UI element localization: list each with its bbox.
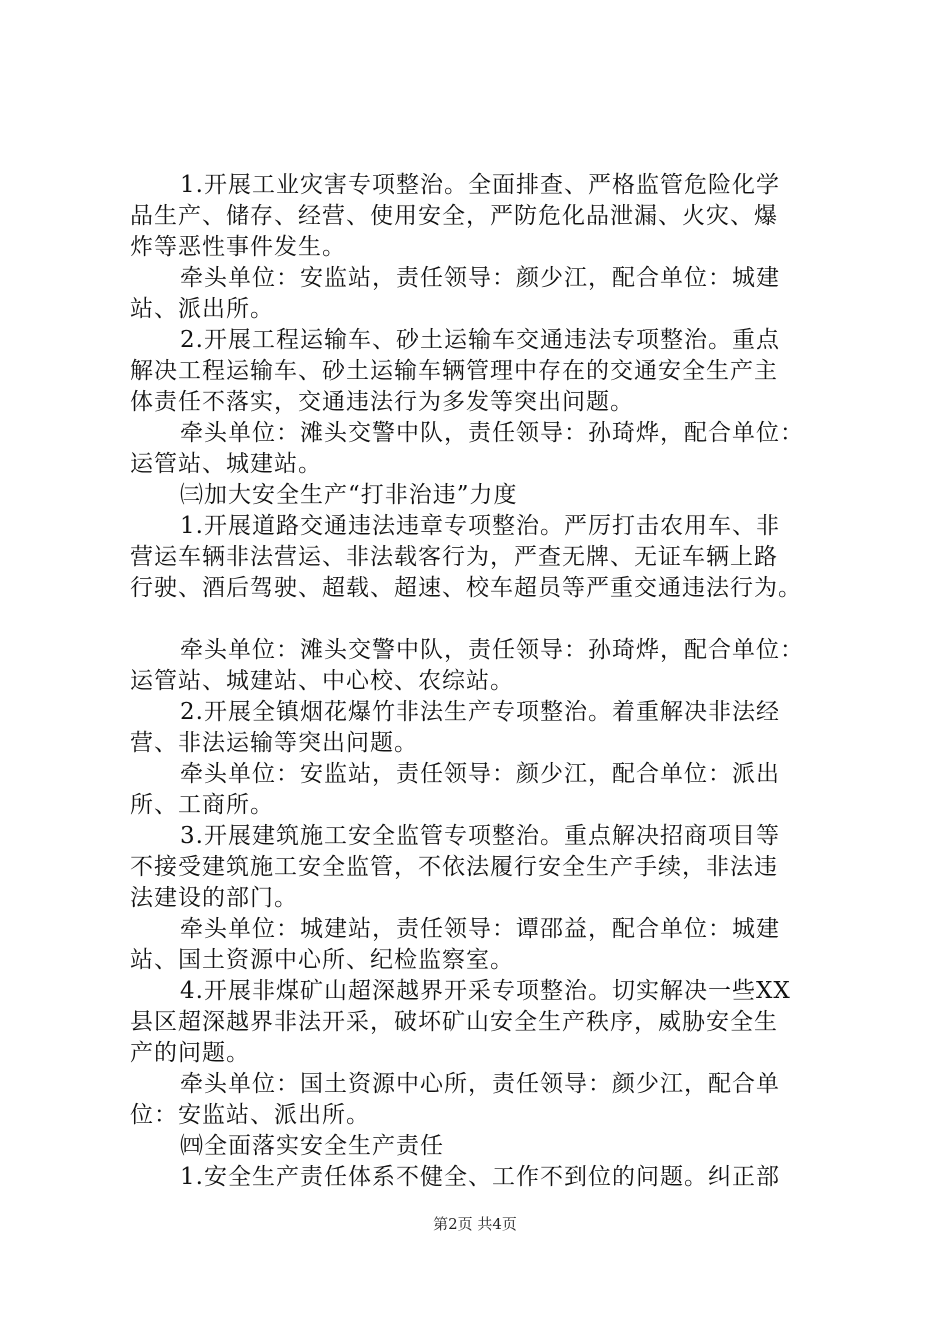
paragraph-line: 所、工商所。 <box>130 792 274 818</box>
paragraph-line: 不接受建筑施工安全监管，不依法履行安全生产手续，非法违 <box>130 854 778 880</box>
paragraph-line: 运管站、城建站、中心校、农综站。 <box>130 668 514 694</box>
paragraph-line: 解决工程运输车、砂土运输车辆管理中存在的交通安全生产主 <box>130 358 778 384</box>
paragraph-line: 位：安监站、派出所。 <box>130 1102 370 1128</box>
paragraph-line: 站、国土资源中心所、纪检监察室。 <box>130 947 514 973</box>
paragraph-line: 2.开展工程运输车、砂土运输车交通违法专项整治。重点 <box>180 327 780 353</box>
section-heading: ㈣全面落实安全生产责任 <box>180 1133 444 1159</box>
paragraph-line: 牵头单位：安监站，责任领导：颜少江，配合单位：城建 <box>180 265 780 291</box>
paragraph-line: 体责任不落实，交通违法行为多发等突出问题。 <box>130 389 634 415</box>
paragraph-line: 3.开展建筑施工安全监管专项整治。重点解决招商项目等 <box>180 823 780 849</box>
paragraph-line: 行驶、酒后驾驶、超载、超速、校车超员等严重交通违法行为。 <box>130 575 802 601</box>
paragraph-line: 牵头单位：滩头交警中队，责任领导：孙琦烨，配合单位： <box>180 420 804 446</box>
paragraph-line: 营运车辆非法营运、非法载客行为，严查无牌、无证车辆上路 <box>130 544 778 570</box>
paragraph-line: 牵头单位：滩头交警中队，责任领导：孙琦烨，配合单位： <box>180 637 804 663</box>
section-heading: ㈢加大安全生产“打非治违”力度 <box>180 482 518 508</box>
paragraph-line: 1.安全生产责任体系不健全、工作不到位的问题。纠正部 <box>180 1164 780 1190</box>
paragraph-line: 运管站、城建站。 <box>130 451 322 477</box>
paragraph-line: 1.开展道路交通违法违章专项整治。严厉打击农用车、非 <box>180 513 780 539</box>
page-number-footer: 第2页 共4页 <box>433 1215 517 1233</box>
blank-line <box>130 604 842 635</box>
paragraph-line: 2.开展全镇烟花爆竹非法生产专项整治。着重解决非法经 <box>180 699 780 725</box>
paragraph-line: 牵头单位：城建站，责任领导：谭邵益，配合单位：城建 <box>180 916 780 942</box>
document-body <box>130 170 842 1193</box>
paragraph-line: 牵头单位：安监站，责任领导：颜少江，配合单位：派出 <box>180 761 780 787</box>
paragraph-line: 4.开展非煤矿山超深越界开采专项整治。切实解决一些XX <box>180 978 791 1004</box>
paragraph-line: 县区超深越界非法开采，破坏矿山安全生产秩序，威胁安全生 <box>130 1009 778 1035</box>
paragraph-line: 营、非法运输等突出问题。 <box>130 730 418 756</box>
paragraph-line: 1.开展工业灾害专项整治。全面排查、严格监管危险化学 <box>180 172 780 198</box>
paragraph-line: 产的问题。 <box>130 1040 250 1066</box>
paragraph-line: 站、派出所。 <box>130 296 274 322</box>
paragraph-line: 法建设的部门。 <box>130 885 298 911</box>
paragraph-line: 品生产、储存、经营、使用安全，严防危化品泄漏、火灾、爆 <box>130 203 778 229</box>
paragraph-line: 牵头单位：国土资源中心所，责任领导：颜少江，配合单 <box>180 1071 780 1097</box>
paragraph-line: 炸等恶性事件发生。 <box>130 234 346 260</box>
